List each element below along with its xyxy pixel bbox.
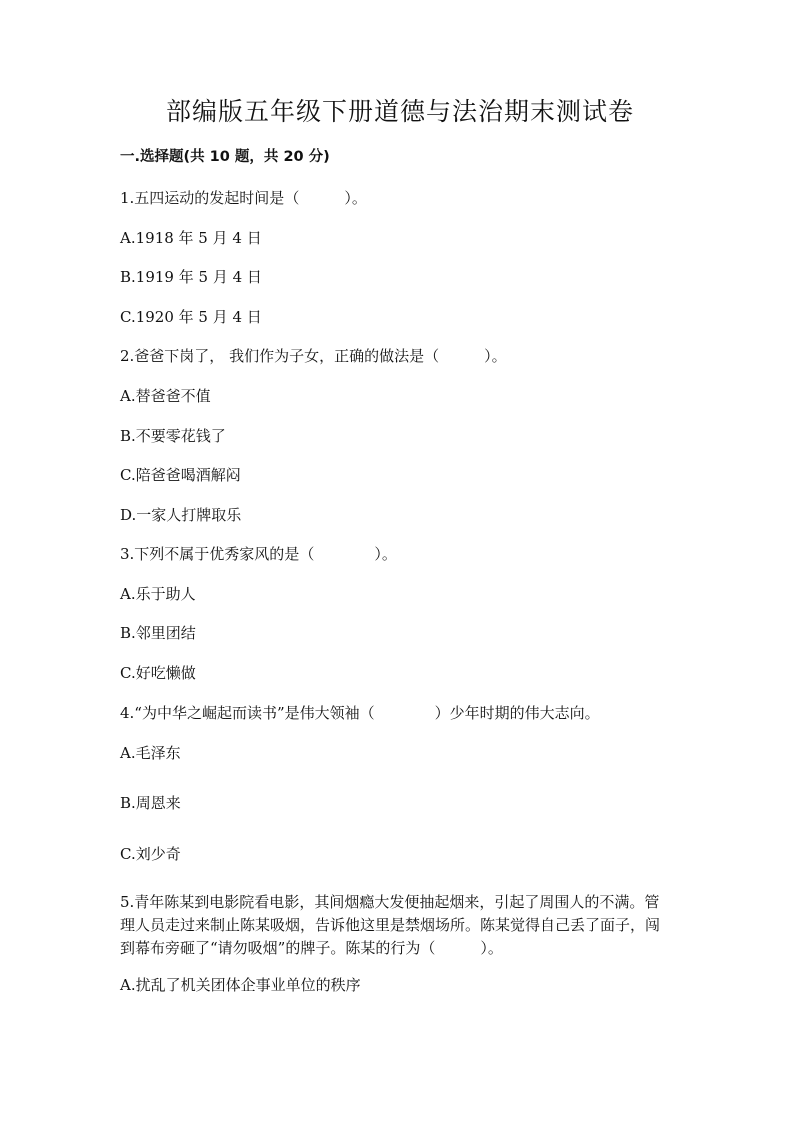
question-5-option-a: A.扰乱了机关团体企事业单位的秩序 xyxy=(120,976,361,994)
question-4-stem: 4.“为中华之崛起而读书”是伟大领袖（ ）少年时期的伟大志向。 xyxy=(120,704,600,722)
question-1-option-b: B.1919 年 5 月 4 日 xyxy=(120,268,262,286)
question-2-option-c: C.陪爸爸喝酒解闷 xyxy=(120,466,241,484)
question-2-option-d: D.一家人打牌取乐 xyxy=(120,506,242,524)
question-4-option-c: C.刘少奇 xyxy=(120,845,181,863)
question-3-option-b: B.邻里团结 xyxy=(120,624,196,642)
question-3-option-a: A.乐于助人 xyxy=(120,585,196,603)
question-2-option-a: A.替爸爸不值 xyxy=(120,387,211,405)
question-1-stem: 1.五四运动的发起时间是（ ）。 xyxy=(120,189,367,207)
question-2-option-b: B.不要零花钱了 xyxy=(120,427,226,445)
question-3-stem: 3.下列不属于优秀家风的是（ ）。 xyxy=(120,545,397,563)
question-2-stem: 2.爸爸下岗了， 我们作为子女，正确的做法是（ ）。 xyxy=(120,347,507,365)
question-4-option-a: A.毛泽东 xyxy=(120,744,181,762)
exam-title: 部编版五年级下册道德与法治期末测试卷 xyxy=(165,97,634,126)
section-heading: 一.选择题(共 10 题，共 20 分) xyxy=(120,149,330,165)
question-4-option-b: B.周恩来 xyxy=(120,794,181,812)
question-5-stem: 5.青年陈某到电影院看电影，其间烟瘾大发便抽起烟来，引起了周围人的不满。管理人员走过来制止陈某吸烟，告诉他这里是禁烟场所。陈某觉得自己丢了面子，闯到幕布旁砸了“请勿吸烟”的牌子。陈某的行为（ ）。 xyxy=(120,893,661,957)
question-3-option-c: C.好吃懒做 xyxy=(120,664,196,682)
question-1-option-c: C.1920 年 5 月 4 日 xyxy=(120,308,262,326)
question-1-option-a: A.1918 年 5 月 4 日 xyxy=(120,229,262,247)
